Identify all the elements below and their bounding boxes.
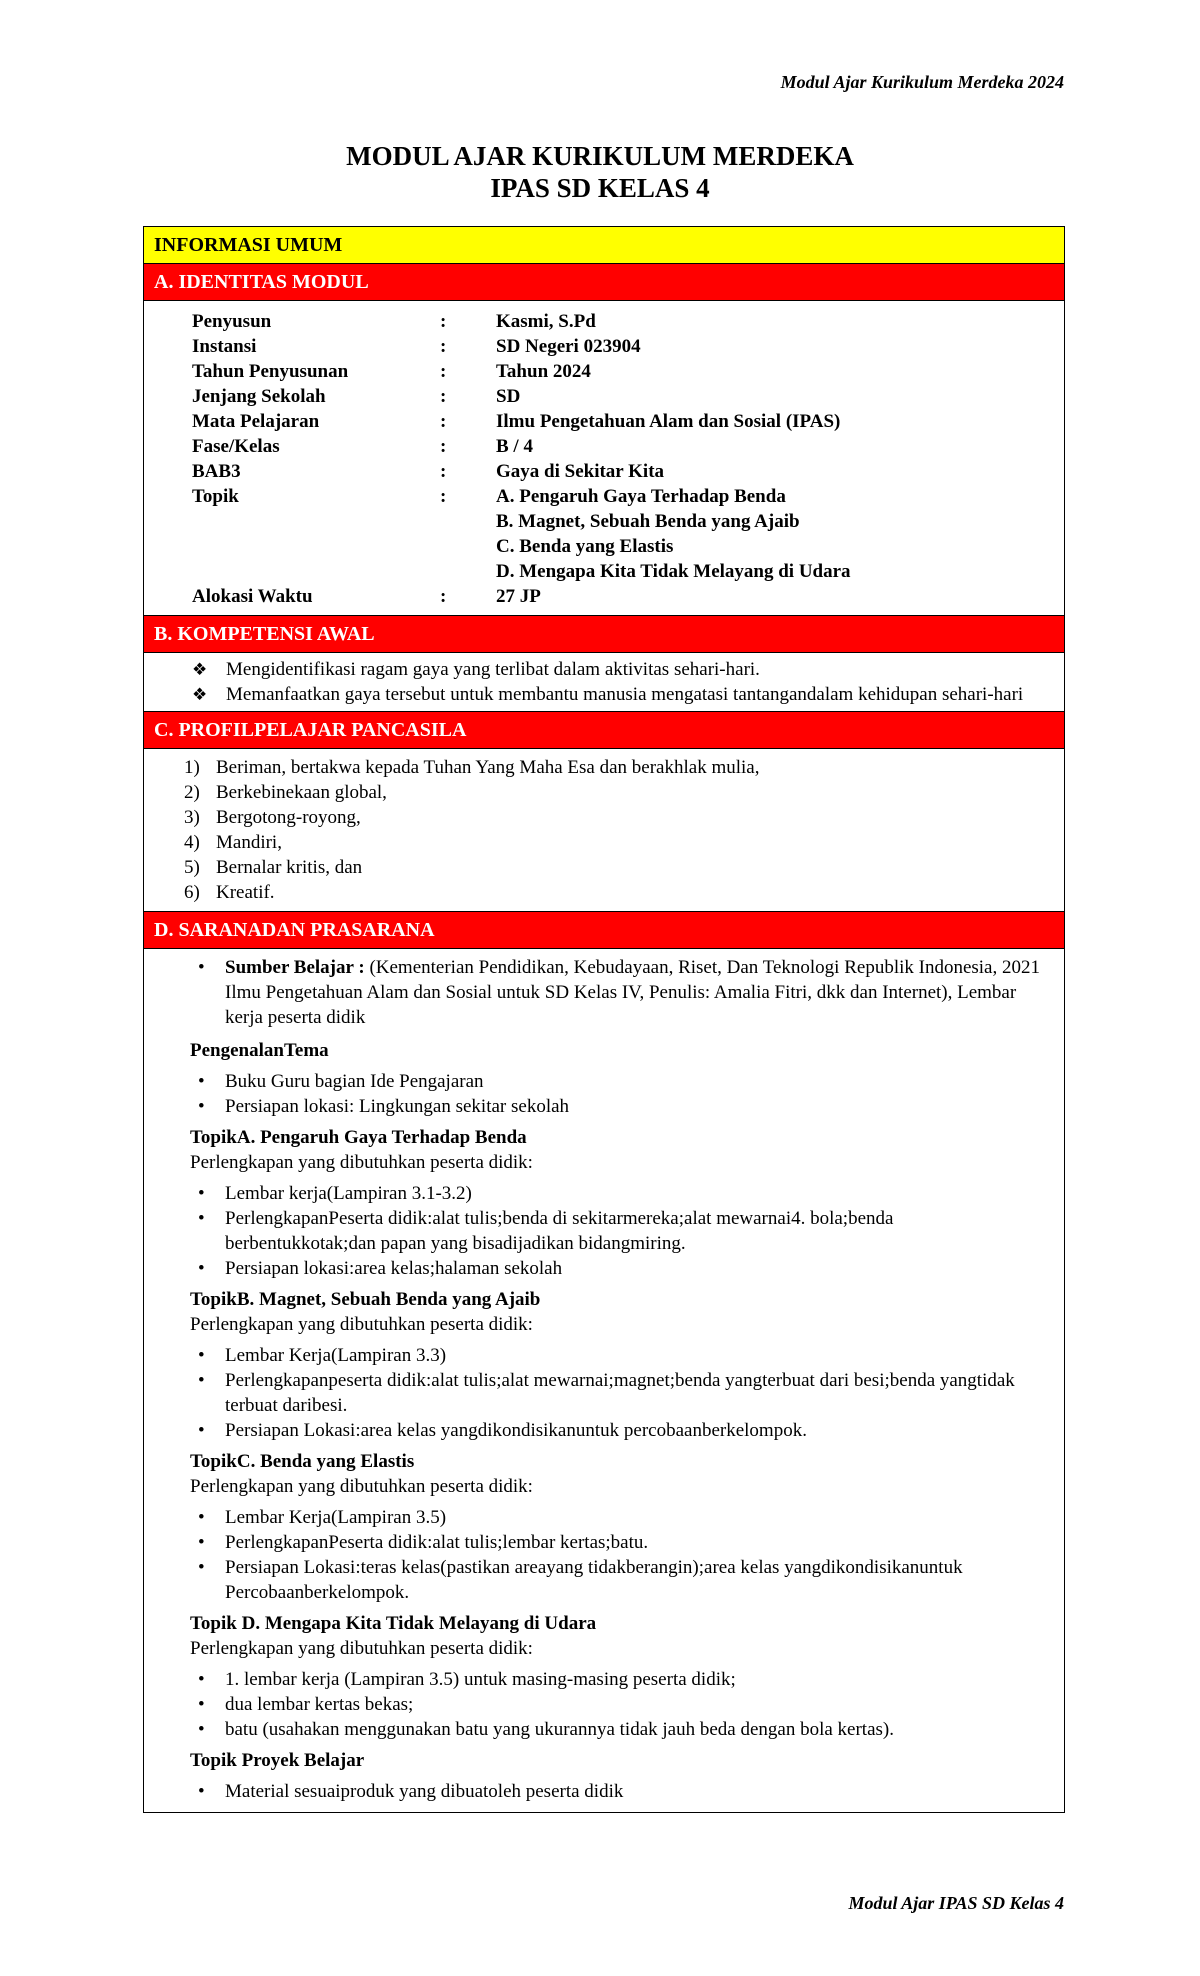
identity-colon	[440, 534, 496, 559]
module-info-box	[143, 226, 1065, 1813]
identitas-modul-section	[144, 301, 1064, 616]
list-item-text: Persiapan lokasi:area kelas;halaman sekolah	[225, 1258, 563, 1279]
identity-label: Fase/Kelas	[192, 436, 280, 457]
identity-colon: :	[440, 311, 447, 332]
round-bullet-icon: •	[198, 1258, 205, 1279]
identity-value: C. Benda yang Elastis	[496, 536, 674, 557]
identity-value: D. Mengapa Kita Tidak Melayang di Udara	[496, 561, 851, 582]
list-item-text: Memanfaatkan gaya tersebut untuk membantu manusia mengatasi tantangandalam kehidupan sehari-hari	[226, 684, 1024, 705]
list-item	[190, 1418, 1044, 1443]
identity-label	[192, 559, 440, 584]
list-item	[190, 1555, 1044, 1605]
identity-row	[192, 334, 1064, 359]
list-item	[190, 1094, 1044, 1119]
list-number: 3)	[184, 807, 200, 828]
identity-colon	[440, 509, 496, 534]
identity-label: BAB3	[192, 461, 241, 482]
list-item-text: Lembar Kerja(Lampiran 3.3)	[225, 1345, 447, 1366]
topik-d-title: Topik D. Mengapa Kita Tidak Melayang di Udara	[190, 1613, 597, 1634]
diamond-bullet-icon: ❖	[192, 685, 208, 704]
list-item-text: Material sesuaiproduk yang dibuatoleh peserta didik	[225, 1781, 624, 1802]
list-number: 2)	[184, 782, 200, 803]
identity-row	[192, 409, 1064, 434]
identity-colon: :	[440, 361, 447, 382]
round-bullet-icon: •	[198, 1719, 205, 1740]
identity-label: Tahun Penyusunan	[192, 361, 349, 382]
identity-row	[192, 584, 1064, 609]
list-item	[184, 880, 1064, 905]
identity-value: B / 4	[496, 436, 533, 457]
identity-row	[192, 359, 1064, 384]
identity-label	[192, 534, 440, 559]
title-line-1: MODUL AJAR KURIKULUM MERDEKA	[346, 141, 854, 171]
round-bullet-icon: •	[198, 1557, 205, 1578]
identity-colon: :	[440, 486, 447, 507]
round-bullet-icon: •	[198, 1532, 205, 1553]
identity-value: A. Pengaruh Gaya Terhadap Benda	[496, 486, 786, 507]
round-bullet-icon: •	[198, 957, 205, 978]
list-item-text: dua lembar kertas bekas;	[225, 1694, 414, 1715]
list-item	[184, 780, 1064, 805]
list-item	[190, 1206, 1044, 1256]
diamond-bullet-icon: ❖	[192, 660, 208, 679]
list-item-text: Lembar Kerja(Lampiran 3.5)	[225, 1507, 447, 1528]
identity-label: Jenjang Sekolah	[192, 386, 326, 407]
topik-b-title: TopikB. Magnet, Sebuah Benda yang Ajaib	[190, 1289, 541, 1310]
identity-value: Kasmi, S.Pd	[496, 311, 596, 332]
sarana-prasarana-section	[144, 949, 1064, 1812]
profil-pelajar-section	[144, 749, 1064, 912]
identity-value: SD	[496, 386, 521, 407]
list-item-text: Bernalar kritis, dan	[216, 857, 363, 878]
sumber-belajar-text: (Kementerian Pendidikan, Kebudayaan, Riset, Dan Teknologi Republik Indonesia, 2021 Ilmu Pengetahuan Alam dan Sosial untuk SD Kelas IV, Penulis: Amalia Fitri, dkk dan Internet), Lembar kerja peserta didik	[225, 957, 1040, 1028]
perlengkapan-label: Perlengkapan yang dibutuhkan peserta didik:	[190, 1476, 533, 1497]
topik-c-title: TopikC. Benda yang Elastis	[190, 1451, 415, 1472]
list-item-text: Mengidentifikasi ragam gaya yang terlibat dalam aktivitas sehari-hari.	[226, 659, 760, 680]
list-item-text: Perlengkapanpeserta didik:alat tulis;alat mewarnai;magnet;benda yangterbuat dari besi;benda yangtidak terbuat daribesi.	[225, 1370, 1015, 1416]
list-number: 1)	[184, 757, 200, 778]
list-number: 6)	[184, 882, 200, 903]
round-bullet-icon: •	[198, 1781, 205, 1802]
identity-label: Instansi	[192, 336, 257, 357]
list-item-text: Persiapan Lokasi:teras kelas(pastikan areayang tidakberangin);area kelas yangdikondisikanuntuk Percobaanberkelompok.	[225, 1557, 963, 1603]
round-bullet-icon: •	[198, 1208, 205, 1229]
list-item-text: Lembar kerja(Lampiran 3.1-3.2)	[225, 1183, 472, 1204]
list-item	[190, 1667, 1044, 1692]
identity-colon	[440, 559, 496, 584]
identity-row	[192, 559, 1064, 584]
document-title	[0, 140, 1200, 204]
identity-colon: :	[440, 411, 447, 432]
list-number: 4)	[184, 832, 200, 853]
list-item-text: Bergotong-royong,	[216, 807, 361, 828]
profil-pelajar-heading: C. PROFILPELAJAR PANCASILA	[144, 712, 1064, 749]
list-item-text: Persiapan lokasi: Lingkungan sekitar sekolah	[225, 1096, 570, 1117]
list-item	[190, 1343, 1044, 1368]
round-bullet-icon: •	[198, 1507, 205, 1528]
list-item-text: Buku Guru bagian Ide Pengajaran	[225, 1071, 484, 1092]
running-header: Modul Ajar Kurikulum Merdeka 2024	[780, 72, 1064, 92]
list-item-text: Persiapan Lokasi:area kelas yangdikondisikanuntuk percobaanberkelompok.	[225, 1420, 807, 1441]
list-item	[190, 1530, 1044, 1555]
list-number: 5)	[184, 857, 200, 878]
sumber-belajar-label: Sumber Belajar :	[225, 957, 365, 978]
identity-value: Gaya di Sekitar Kita	[496, 461, 665, 482]
identity-row	[192, 509, 1064, 534]
identity-label: Mata Pelajaran	[192, 411, 320, 432]
identity-row	[192, 534, 1064, 559]
list-item	[190, 1717, 1044, 1742]
identity-colon: :	[440, 336, 447, 357]
running-footer: Modul Ajar IPAS SD Kelas 4	[848, 1893, 1064, 1913]
identity-label: Alokasi Waktu	[192, 586, 313, 607]
list-item	[190, 1368, 1044, 1418]
list-item	[190, 1256, 1044, 1281]
identity-row	[192, 384, 1064, 409]
perlengkapan-label: Perlengkapan yang dibutuhkan peserta didik:	[190, 1638, 533, 1659]
list-item	[192, 682, 1064, 707]
perlengkapan-label: Perlengkapan yang dibutuhkan peserta didik:	[190, 1314, 533, 1335]
identity-value: B. Magnet, Sebuah Benda yang Ajaib	[496, 511, 800, 532]
list-item-text: PerlengkapanPeserta didik:alat tulis;lembar kertas;batu.	[225, 1532, 649, 1553]
identity-value: Ilmu Pengetahuan Alam dan Sosial (IPAS)	[496, 411, 841, 432]
identity-colon: :	[440, 386, 447, 407]
identity-colon: :	[440, 436, 447, 457]
identity-colon: :	[440, 586, 447, 607]
list-item-text: Berkebinekaan global,	[216, 782, 387, 803]
list-item	[192, 657, 1064, 682]
identity-label: Topik	[192, 486, 239, 507]
identity-label	[192, 509, 440, 534]
informasi-umum-bar: INFORMASI UMUM	[144, 227, 1064, 264]
topik-a-title: TopikA. Pengaruh Gaya Terhadap Benda	[190, 1127, 527, 1148]
list-item	[190, 1692, 1044, 1717]
round-bullet-icon: •	[198, 1370, 205, 1391]
list-item-text: Beriman, bertakwa kepada Tuhan Yang Maha Esa dan berakhlak mulia,	[216, 757, 760, 778]
round-bullet-icon: •	[198, 1071, 205, 1092]
sarana-prasarana-heading: D. SARANADAN PRASARANA	[144, 912, 1064, 949]
perlengkapan-label: Perlengkapan yang dibutuhkan peserta didik:	[190, 1152, 533, 1173]
list-item	[190, 1505, 1044, 1530]
identity-row	[192, 434, 1064, 459]
list-item	[184, 805, 1064, 830]
list-item-text: Mandiri,	[216, 832, 282, 853]
kompetensi-awal-section	[144, 653, 1064, 712]
round-bullet-icon: •	[198, 1669, 205, 1690]
round-bullet-icon: •	[198, 1420, 205, 1441]
list-item	[190, 1779, 1044, 1804]
list-item-text: PerlengkapanPeserta didik:alat tulis;benda di sekitarmereka;alat mewarnai4. bola;benda berbentukkotak;dan papan yang bisadijadikan bidangmiring.	[225, 1208, 894, 1254]
list-item	[184, 855, 1064, 880]
list-item-text: 1. lembar kerja (Lampiran 3.5) untuk masing-masing peserta didik;	[225, 1669, 736, 1690]
title-line-2: IPAS SD KELAS 4	[490, 173, 710, 203]
identitas-modul-heading: A. IDENTITAS MODUL	[144, 264, 1064, 301]
list-item-text: Kreatif.	[216, 882, 275, 903]
list-item	[190, 1069, 1044, 1094]
list-item-text: batu (usahakan menggunakan batu yang ukurannya tidak jauh beda dengan bola kertas).	[225, 1719, 894, 1740]
identity-row	[192, 309, 1064, 334]
round-bullet-icon: •	[198, 1183, 205, 1204]
round-bullet-icon: •	[198, 1694, 205, 1715]
identity-row	[192, 484, 1064, 509]
topik-proyek-title: Topik Proyek Belajar	[190, 1750, 365, 1771]
identity-value: SD Negeri 023904	[496, 336, 641, 357]
list-item	[184, 755, 1064, 780]
round-bullet-icon: •	[198, 1345, 205, 1366]
identity-row	[192, 459, 1064, 484]
round-bullet-icon: •	[198, 1096, 205, 1117]
identity-colon: :	[440, 461, 447, 482]
identity-label: Penyusun	[192, 311, 272, 332]
identity-value: 27 JP	[496, 586, 541, 607]
list-item	[190, 955, 1044, 1030]
identity-value: Tahun 2024	[496, 361, 591, 382]
list-item	[190, 1181, 1044, 1206]
kompetensi-awal-heading: B. KOMPETENSI AWAL	[144, 616, 1064, 653]
pengenalan-tema-title: PengenalanTema	[190, 1040, 329, 1061]
list-item	[184, 830, 1064, 855]
